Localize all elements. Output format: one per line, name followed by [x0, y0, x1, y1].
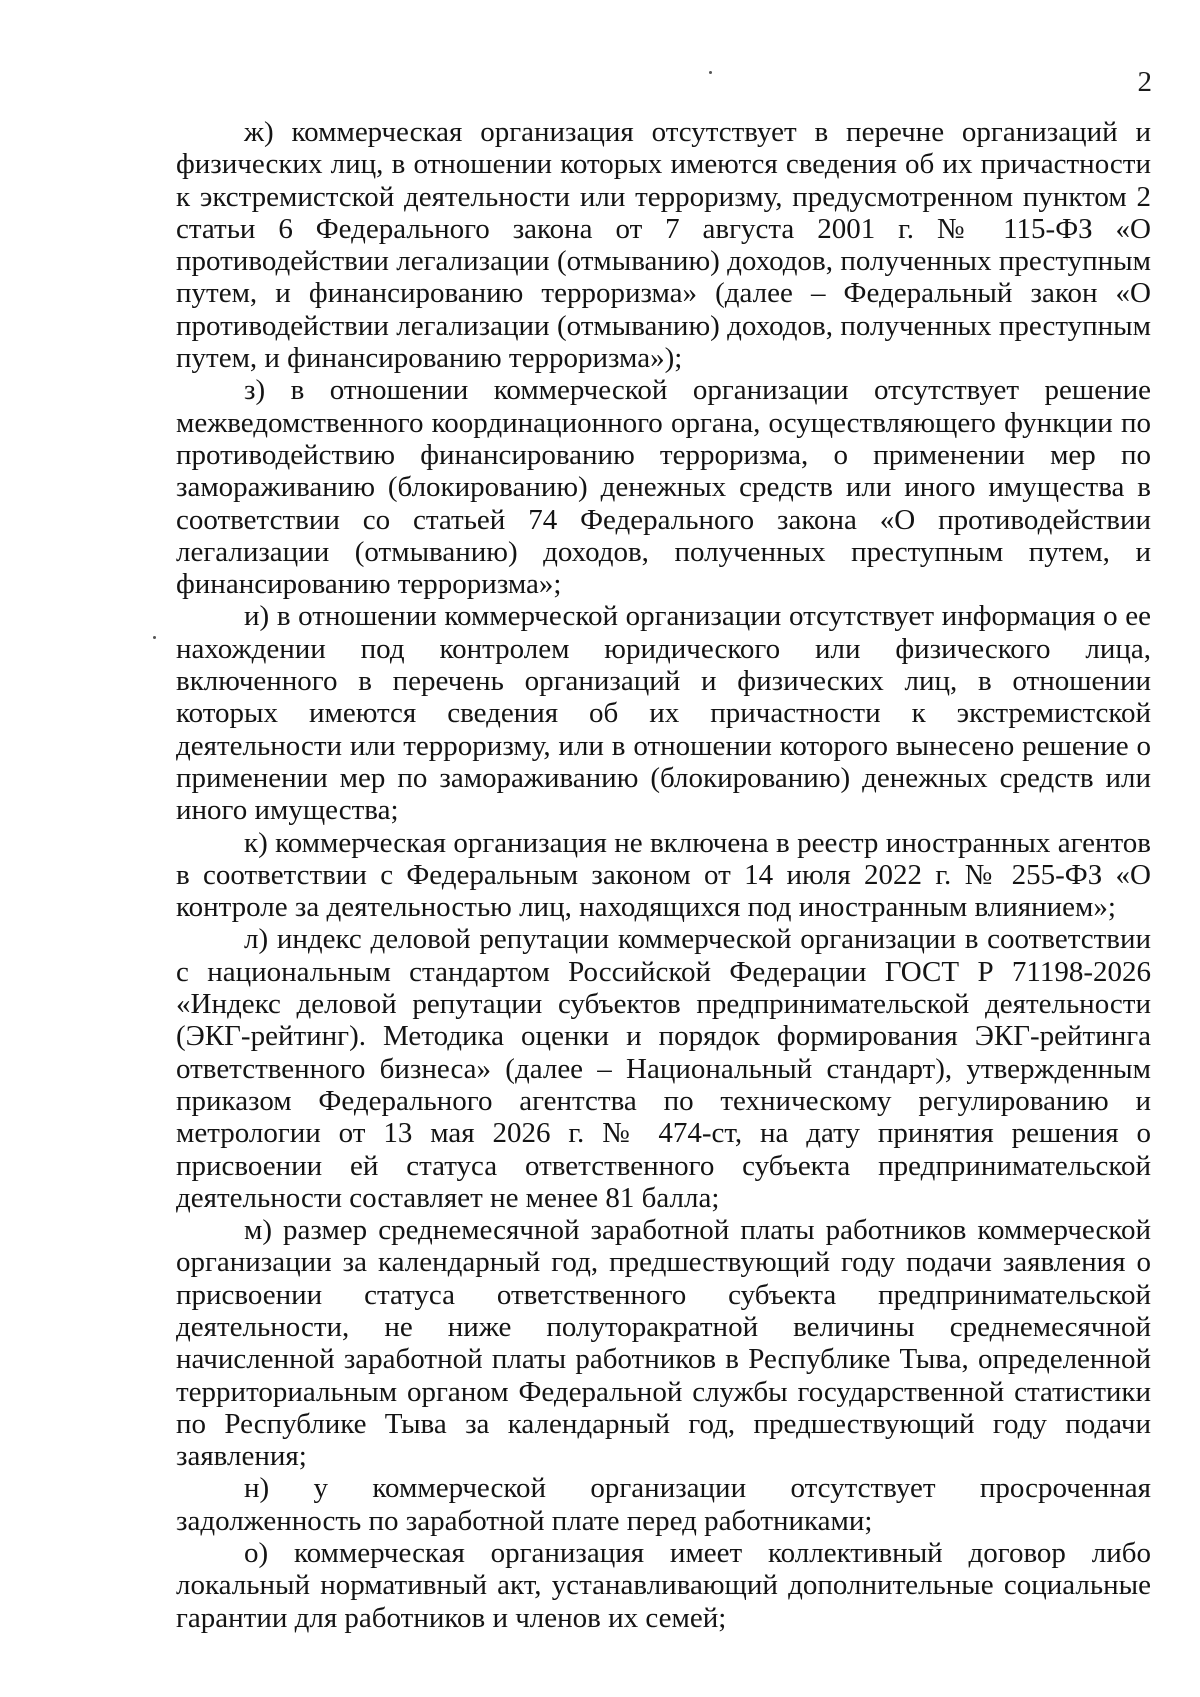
scan-speck: [153, 636, 156, 639]
scan-speck: [709, 71, 712, 74]
paragraph-zh: ж) коммерческая организация отсутствует в перечне организаций и физических лиц, в отношении которых имеются сведения об их причастности к экстремистской деятельности или терроризму, предусмотренном пунктом 2 статьи 6 Федерального закона от 7 августа 2001 г. № 115-ФЗ «О противодействии легализации (отмыванию) доходов, полученных преступным путем, и финансированию терроризма» (далее – Федеральный закон «О противодействии легализации (отмыванию) доходов, полученных преступным путем, и финансированию терроризма»);: [176, 116, 1151, 375]
paragraph-i: и) в отношении коммерческой организации отсутствует информация о ее нахождении под контролем юридического или физического лица, включенного в перечень организаций и физических лиц, в отношении которых имеются сведения об их причастности к экстремистской деятельности или терроризму, или в отношении которого вынесено решение о применении мер по замораживанию (блокированию) денежных средств или иного имущества;: [176, 600, 1151, 827]
page-number: 2: [1137, 66, 1152, 98]
paragraph-o: о) коммерческая организация имеет коллективный договор либо локальный нормативный акт, устанавливающий дополнительные социальные гарантии для работников и членов их семей;: [176, 1537, 1151, 1634]
document-body: [176, 116, 1151, 1634]
paragraph-l: л) индекс деловой репутации коммерческой организации в соответствии с национальным стандартом Российской Федерации ГОСТ Р 71198-2026 «Индекс деловой репутации субъектов предпринимательской деятельности (ЭКГ-рейтинг). Методика оценки и порядок формирования ЭКГ-рейтинга ответственного бизнеса» (далее – Национальный стандарт), утвержденным приказом Федерального агентства по техническому регулированию и метрологии от 13 мая 2026 г. № 474-ст, на дату принятия решения о присвоении ей статуса ответственного субъекта предпринимательской деятельности составляет не менее 81 балла;: [176, 923, 1151, 1214]
paragraph-k: к) коммерческая организация не включена в реестр иностранных агентов в соответствии с Федеральным законом от 14 июля 2022 г. № 255-ФЗ «О контроле за деятельностью лиц, находящихся под иностранным влиянием»;: [176, 826, 1151, 924]
paragraph-m: м) размер среднемесячной заработной платы работников коммерческой организации за календарный год, предшествующий году подачи заявления о присвоении статуса ответственного субъекта предпринимательской деятельности, не ниже полуторакратной величины среднемесячной начисленной заработной платы работников в Республике Тыва, определенной территориальным органом Федеральной службы государственной статистики по Республике Тыва за календарный год, предшествующий году подачи заявления;: [176, 1214, 1151, 1473]
paragraph-n: н) у коммерческой организации отсутствует просроченная задолженность по заработной плате перед работниками;: [176, 1472, 1151, 1537]
paragraph-z: з) в отношении коммерческой организации отсутствует решение межведомственного координационного органа, осуществляющего функции по противодействию финансированию терроризма, о применении мер по замораживанию (блокированию) денежных средств или иного имущества в соответствии со статьей 74 Федерального закона «О противодействии легализации (отмыванию) доходов, полученных преступным путем, и финансированию терроризма»;: [176, 374, 1151, 601]
